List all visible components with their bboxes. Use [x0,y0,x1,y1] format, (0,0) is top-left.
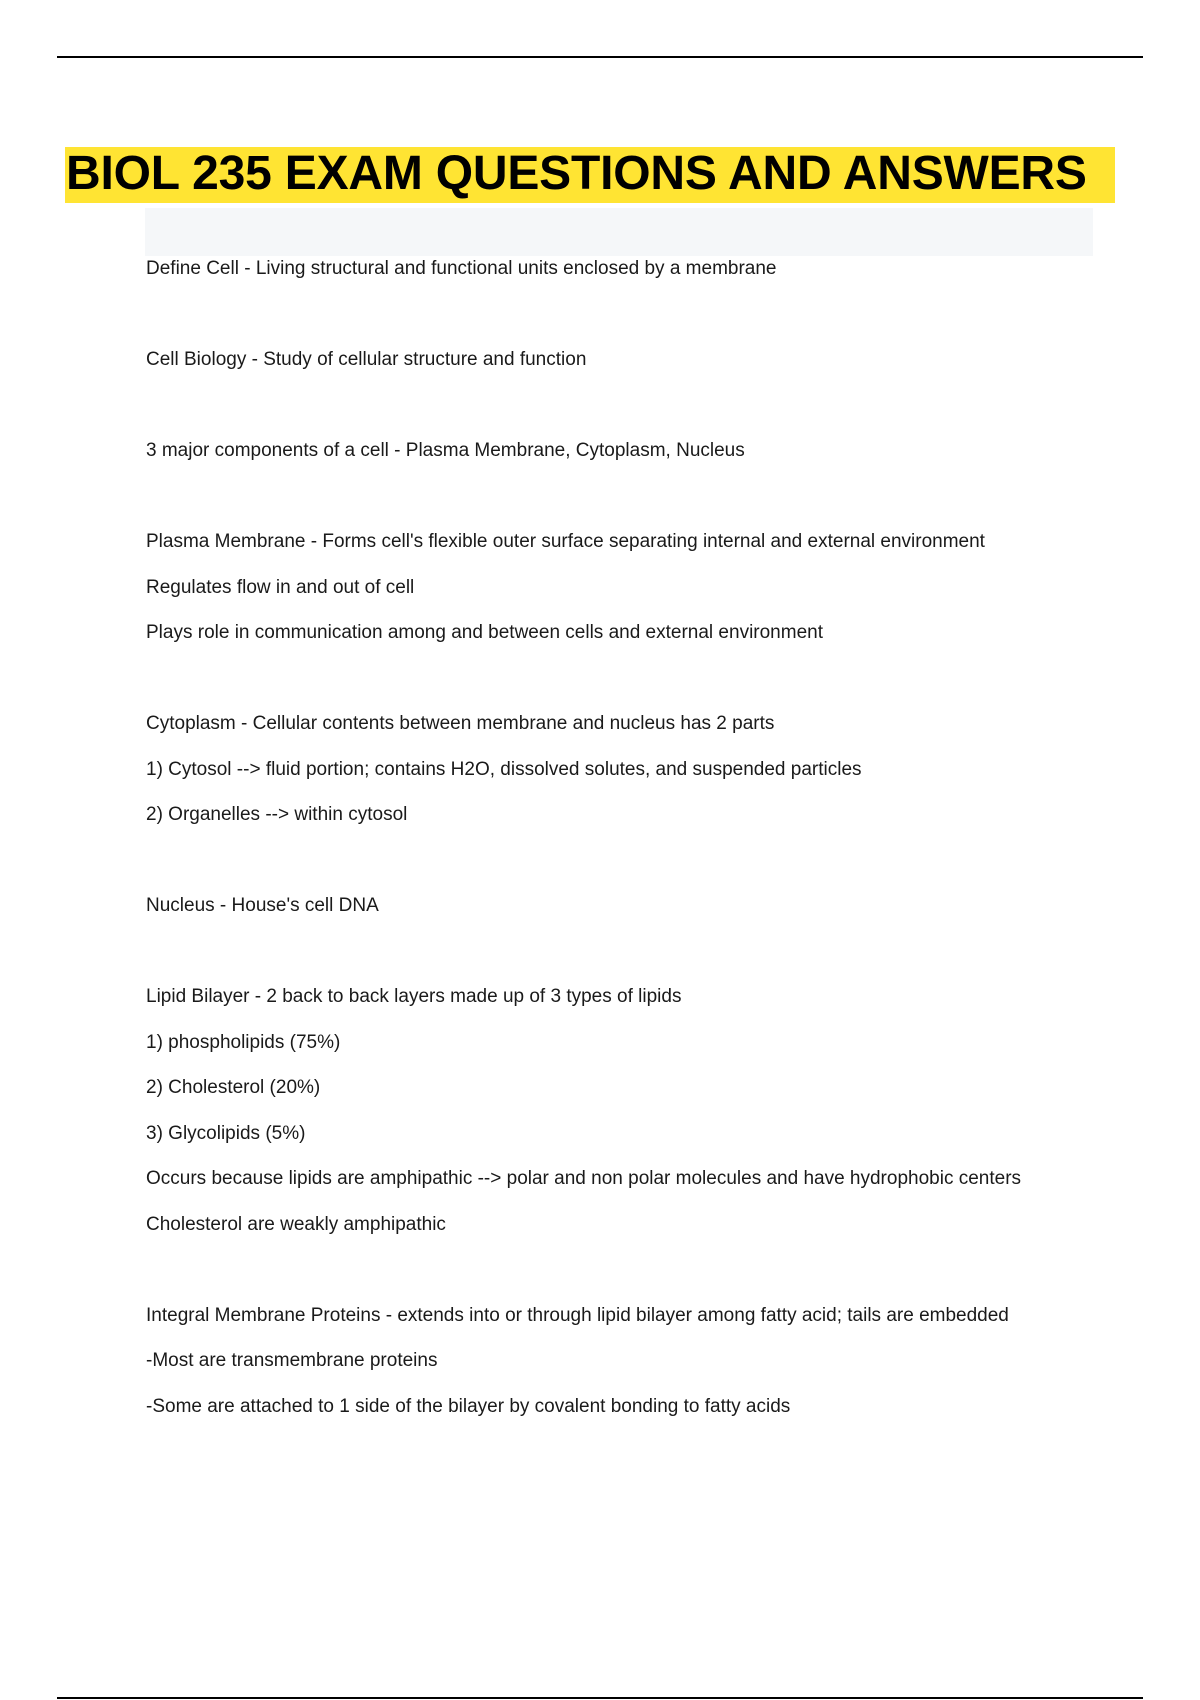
qa-term-line: Define Cell - Living structural and functional units enclosed by a membrane [146,258,777,279]
entry-spacer [146,662,1106,708]
qa-detail-line: Plays role in communication among and between cells and external environment [146,622,823,643]
bottom-rule [57,1697,1143,1699]
entry-spacer [146,480,1106,526]
qa-entry [146,980,1106,1253]
qa-detail-line: 1) phospholipids (75%) [146,1031,341,1053]
entry-spacer [146,389,1106,435]
qa-entry [146,343,1106,389]
qa-detail-line: Cholesterol are weakly amphipathic [146,1213,446,1235]
qa-entry [146,707,1106,844]
entry-spacer [146,1253,1106,1299]
entry-spacer [146,844,1106,890]
qa-entry [146,525,1106,662]
qa-term-line: Cell Biology - Study of cellular structure and function [146,349,587,370]
qa-term-line: Nucleus - House's cell DNA [146,895,379,916]
qa-entry [146,252,1106,298]
top-rule [57,56,1143,58]
qa-detail-line: -Some are attached to 1 side of the bilayer by covalent bonding to fatty acids [146,1395,791,1417]
entry-spacer [146,935,1106,981]
qa-term-line: Integral Membrane Proteins - extends into or through lipid bilayer among fatty acid; tails are embedded [146,1304,1009,1326]
qa-detail-line: 2) Organelles --> within cytosol [146,804,408,825]
entry-spacer [146,298,1106,344]
qa-term-line: Plasma Membrane - Forms cell's flexible outer surface separating internal and external environment [146,531,985,552]
qa-detail-line: 1) Cytosol --> fluid portion; contains H2O, dissolved solutes, and suspended particles [146,758,862,780]
page-title: BIOL 235 EXAM QUESTIONS AND ANSWERS [66,147,1087,200]
qa-entry [146,1299,1106,1436]
document-body [146,252,1106,1435]
header-band [145,208,1093,256]
qa-detail-line: 3) Glycolipids (5%) [146,1122,306,1144]
qa-entry [146,889,1106,935]
qa-detail-line: Occurs because lipids are amphipathic --> polar and non polar molecules and have hydrophobic centers [146,1168,1022,1189]
qa-detail-line: -Most are transmembrane proteins [146,1350,438,1371]
qa-term-line: Cytoplasm - Cellular contents between membrane and nucleus has 2 parts [146,713,775,734]
qa-entry [146,434,1106,480]
qa-term-line: 3 major components of a cell - Plasma Membrane, Cytoplasm, Nucleus [146,440,745,461]
qa-term-line: Lipid Bilayer - 2 back to back layers made up of 3 types of lipids [146,986,682,1007]
qa-detail-line: 2) Cholesterol (20%) [146,1077,321,1098]
qa-detail-line: Regulates flow in and out of cell [146,576,415,598]
